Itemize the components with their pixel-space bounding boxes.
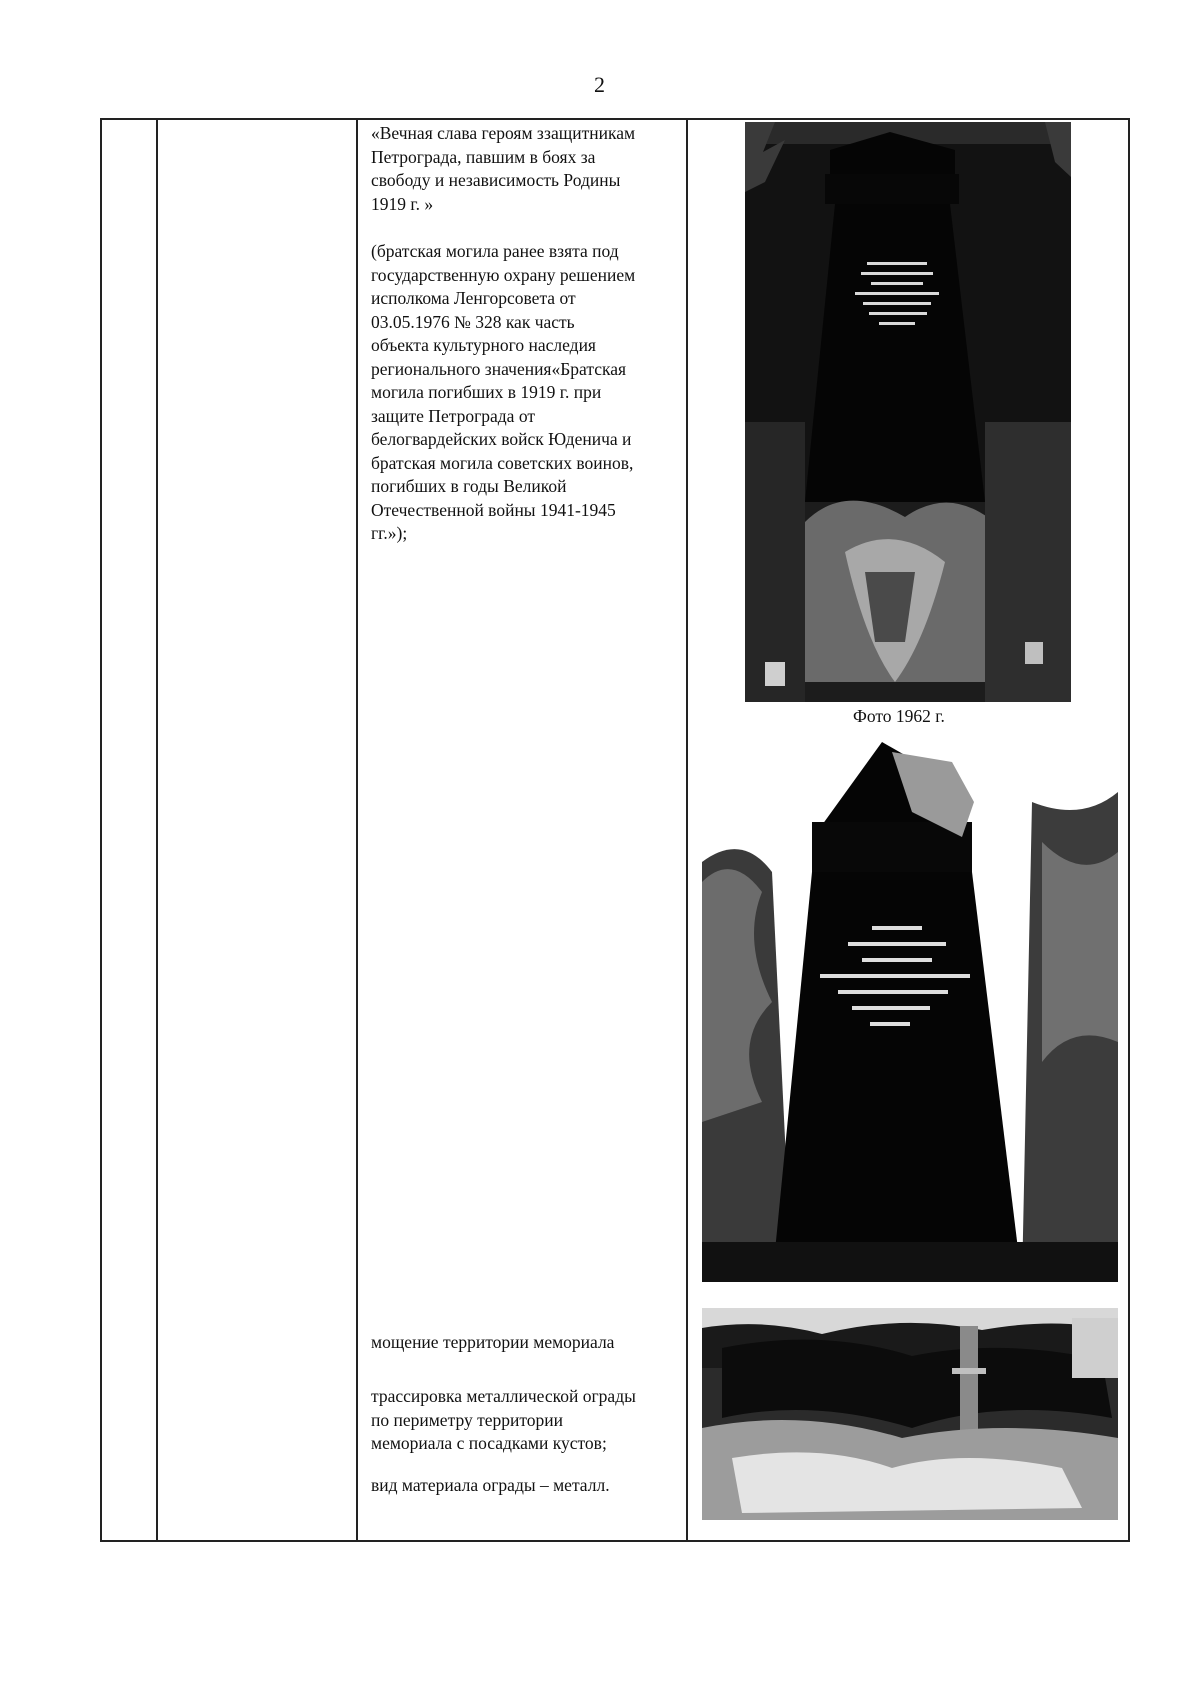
fence-material-text: вид материала ограды – металл.: [371, 1475, 610, 1495]
paving-text: мощение территории мемориала: [371, 1332, 615, 1352]
inscription-text: «Вечная слава героям ззащитникам Петрограда, павшим в боях за свободу и независимость Родины 1919 г. »: [371, 123, 636, 214]
fence-route-text: трассировка металлической ограды по периметру территории мемориала с посадками кустов;: [371, 1386, 636, 1453]
table-right-border: [1128, 118, 1130, 1542]
photo-1962-caption: Фото 1962 г.: [853, 706, 945, 726]
table-top-border: [100, 118, 1130, 120]
obelisk-current-photo: [702, 742, 1118, 1282]
column-divider-1: [156, 118, 158, 1542]
column-divider-2: [356, 118, 358, 1542]
protection-note: (братская могила ранее взята под государственную охрану решением исполкома Ленгорсовета от 03.05.1976 № 328 как часть объекта культурного наследия регионального значения«Братская могила погибших в 1919 г. при защите Петрограда от белогвардейских войск Юденича и братская могила советских воинов, погибших в годы Великой Отечественной войны 1941-1945 гг.»);: [371, 241, 636, 543]
obelisk-1962-photo: [745, 122, 1071, 702]
table-left-border: [100, 118, 102, 1542]
memorial-territory-photo: [702, 1308, 1118, 1520]
page-number: 2: [594, 72, 605, 97]
table-bottom-border: [100, 1540, 1130, 1542]
